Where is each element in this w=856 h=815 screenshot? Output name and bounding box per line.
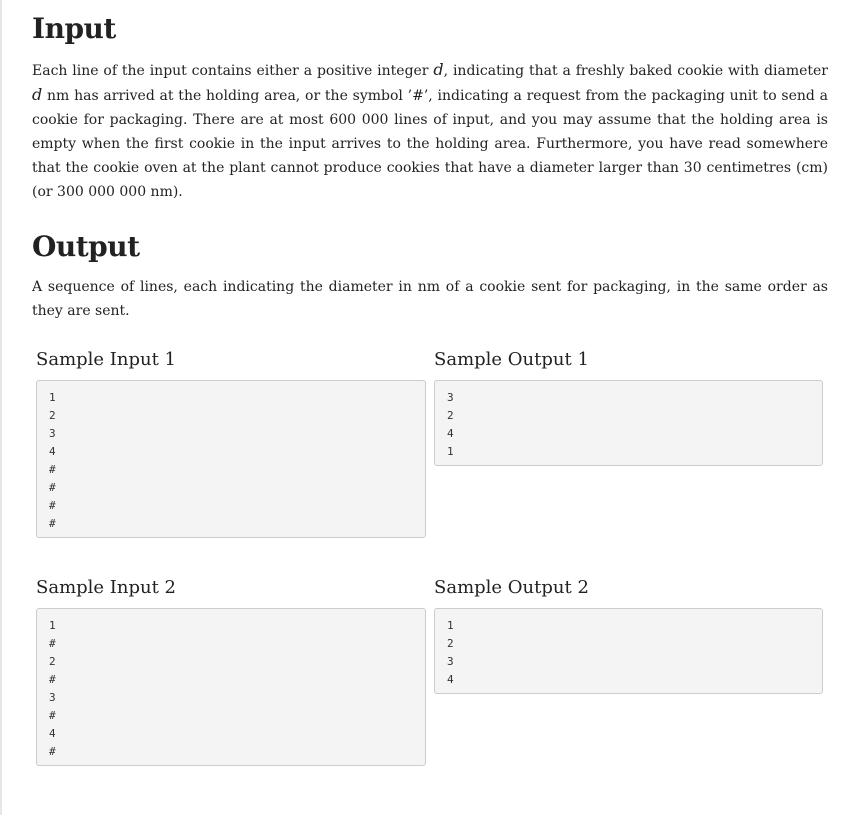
input-text-c: nm has arrived at the holding area, or the symbol ’#’, indicating a request from the packaging unit to send a cookie for packaging. There are at most 600 000 lines of input, and you may assume that the holding area is empty when the first cookie in the input arrives to the holding area. Furthermore, you have read somewhere that the cookie oven at the plant cannot produce cookies that have a diameter larger than 30 centimetres (cm) (or 300 000 000 nm). — [32, 88, 828, 200]
output-description: A sequence of lines, each indicating the diameter in nm of a cookie sent for packaging, in the same order as they are sent. — [32, 279, 828, 319]
sample-output-1-title: Sample Output 1 — [434, 349, 589, 370]
sample-output-2-title: Sample Output 2 — [434, 577, 589, 598]
input-text-b: , indicating that a freshly baked cookie with diameter — [443, 63, 828, 79]
sample-line: # — [49, 499, 56, 512]
sample-line: 1 — [49, 619, 56, 632]
left-border — [0, 0, 2, 815]
sample-input-1-title: Sample Input 1 — [36, 349, 177, 370]
sample-line: 2 — [447, 409, 454, 422]
sample-line: 4 — [49, 727, 56, 740]
sample-line: 4 — [49, 445, 56, 458]
var-d-2: d — [32, 85, 43, 104]
var-d-1: d — [433, 60, 444, 79]
sample-line: 1 — [447, 445, 454, 458]
sample-line: 3 — [49, 691, 56, 704]
sample-line: # — [49, 517, 56, 530]
input-text-a: Each line of the input contains either a positive integer — [32, 63, 434, 79]
sample-line: 4 — [447, 673, 454, 686]
sample-line: # — [49, 481, 56, 494]
sample-input-1-box[interactable] — [36, 380, 426, 538]
sample-line: # — [49, 709, 56, 722]
sample-line: 3 — [447, 391, 454, 404]
sample-line: 3 — [447, 655, 454, 668]
sample-line: # — [49, 673, 56, 686]
sample-input-2-box[interactable] — [36, 608, 426, 766]
sample-line: # — [49, 637, 56, 650]
sample-line: # — [49, 463, 56, 476]
output-heading: Output — [32, 230, 140, 263]
sample-line: 1 — [49, 391, 56, 404]
sample-line: 1 — [447, 619, 454, 632]
sample-line: 2 — [447, 637, 454, 650]
sample-line: 2 — [49, 655, 56, 668]
sample-output-1-box[interactable] — [434, 380, 823, 466]
sample-output-2-box[interactable] — [434, 608, 823, 694]
sample-line: # — [49, 745, 56, 758]
sample-line: 2 — [49, 409, 56, 422]
input-heading: Input — [32, 12, 116, 45]
input-description — [32, 58, 828, 204]
sample-input-2-title: Sample Input 2 — [36, 577, 177, 598]
sample-line: 4 — [447, 427, 454, 440]
sample-line: 3 — [49, 427, 56, 440]
